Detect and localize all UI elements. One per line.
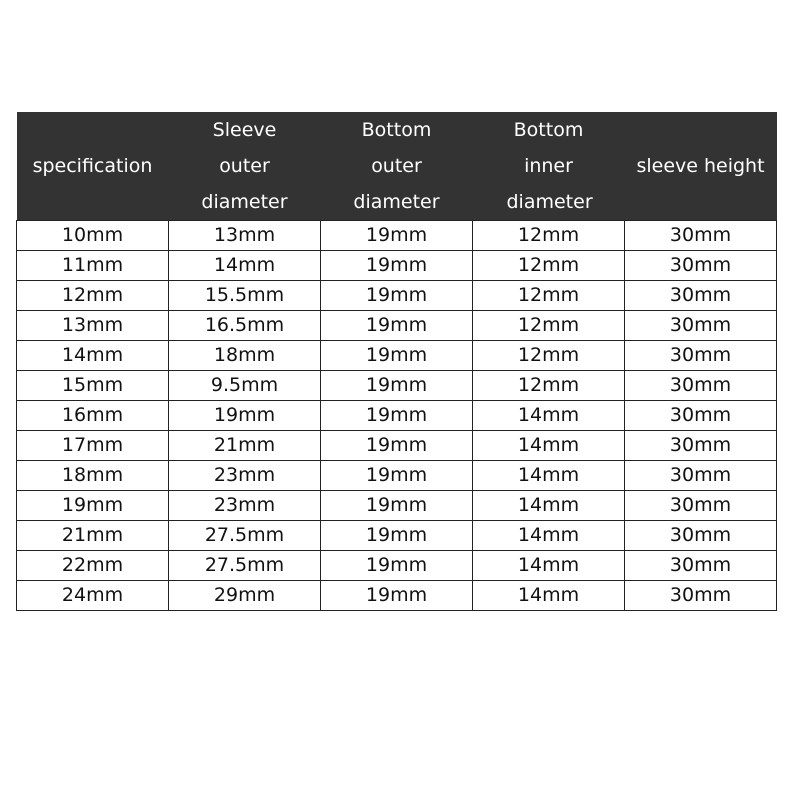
table-cell: 30mm [625,551,777,581]
table-row [17,461,777,491]
table-cell: 14mm [473,551,625,581]
table-row [17,341,777,371]
table-row [17,521,777,551]
table-cell: 19mm [321,581,473,611]
table-cell: 19mm [321,311,473,341]
table-cell: 13mm [169,221,321,251]
table-cell: 19mm [321,521,473,551]
header-row [17,112,777,221]
table-cell: 14mm [17,341,169,371]
table-cell: 19mm [321,251,473,281]
table-row [17,371,777,401]
table-cell: 12mm [473,371,625,401]
table-cell: 23mm [169,491,321,521]
table-cell: 19mm [321,431,473,461]
header-bottom-inner-diameter: Bottom inner diameter [473,112,625,221]
table-cell: 23mm [169,461,321,491]
table-cell: 14mm [473,521,625,551]
table-cell: 30mm [625,401,777,431]
table-cell: 12mm [17,281,169,311]
table-cell: 30mm [625,491,777,521]
table-cell: 22mm [17,551,169,581]
table-cell: 14mm [473,461,625,491]
table-row [17,491,777,521]
table-cell: 17mm [17,431,169,461]
table-cell: 27.5mm [169,521,321,551]
table-cell: 30mm [625,461,777,491]
table-cell: 18mm [169,341,321,371]
table-cell: 12mm [473,221,625,251]
table-cell: 15.5mm [169,281,321,311]
table-row [17,221,777,251]
header-sleeve-outer-diameter: Sleeve outer diameter [169,112,321,221]
table-cell: 9.5mm [169,371,321,401]
table-cell: 14mm [473,581,625,611]
table-cell: 19mm [321,281,473,311]
table-cell: 19mm [17,491,169,521]
header-specification: specification [17,112,169,221]
table-cell: 24mm [17,581,169,611]
header-bottom-outer-diameter: Bottom outer diameter [321,112,473,221]
table-cell: 30mm [625,221,777,251]
table-row [17,281,777,311]
table-cell: 11mm [17,251,169,281]
table-cell: 12mm [473,311,625,341]
table-cell: 16mm [17,401,169,431]
table-cell: 14mm [473,401,625,431]
table-row [17,251,777,281]
table-cell: 19mm [321,461,473,491]
table-row [17,581,777,611]
table-cell: 30mm [625,581,777,611]
table-cell: 19mm [321,371,473,401]
table-cell: 30mm [625,521,777,551]
table-cell: 30mm [625,281,777,311]
table-cell: 30mm [625,311,777,341]
table-cell: 19mm [169,401,321,431]
table-cell: 19mm [321,551,473,581]
header-sleeve-height: sleeve height [625,112,777,221]
table-cell: 21mm [17,521,169,551]
table-cell: 12mm [473,341,625,371]
table-cell: 15mm [17,371,169,401]
table-cell: 30mm [625,251,777,281]
table-cell: 30mm [625,431,777,461]
table-cell: 13mm [17,311,169,341]
spec-table [16,112,777,611]
table-cell: 30mm [625,371,777,401]
table-cell: 19mm [321,401,473,431]
table-cell: 19mm [321,341,473,371]
table-row [17,431,777,461]
table-cell: 30mm [625,341,777,371]
table-cell: 12mm [473,251,625,281]
table-cell: 16.5mm [169,311,321,341]
table-cell: 12mm [473,281,625,311]
table-cell: 29mm [169,581,321,611]
table-row [17,311,777,341]
table-cell: 19mm [321,221,473,251]
table-cell: 21mm [169,431,321,461]
table-cell: 10mm [17,221,169,251]
table-cell: 14mm [169,251,321,281]
table-cell: 14mm [473,431,625,461]
table-row [17,551,777,581]
table-cell: 27.5mm [169,551,321,581]
table-cell: 18mm [17,461,169,491]
table-cell: 19mm [321,491,473,521]
table-cell: 14mm [473,491,625,521]
table-row [17,401,777,431]
